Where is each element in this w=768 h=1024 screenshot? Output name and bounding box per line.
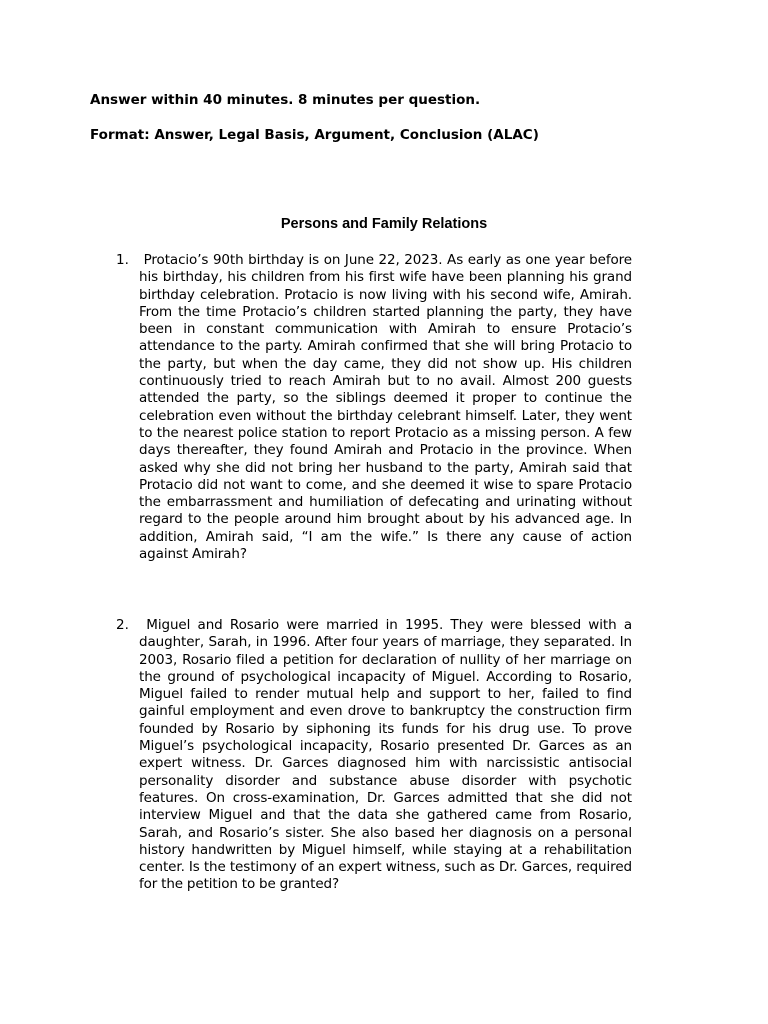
instruction-answer-format: Format: Answer, Legal Basis, Argument, Conclusion (ALAC) [90, 127, 539, 143]
question-number: 2. [116, 617, 129, 633]
question-text: Miguel and Rosario were married in 1995. They were blessed with a daughter, Sarah, in 1996. After four years of marriage, they separated. In 2003, Rosario filed a petition for declaration of nullity of her marriage on the ground of psychological incapacity of Miguel. According to Rosario, Miguel failed to render mutual help and support to her, failed to find gainful employment and even drove to bankruptcy the construction firm founded by Rosario by siphoning its funds for his drug use. To prove Miguel’s psychological incapacity, Rosario presented Dr. Garces as an expert witness. Dr. Garces diagnosed him with narcissistic antisocial personality disorder and substance abuse disorder with psychotic features. On cross-examination, Dr. Garces admitted that she did not interview Miguel and that the data she gathered came from Rosario, Sarah, and Rosario’s sister. She also based her diagnosis on a personal history handwritten by Miguel himself, while staying at a rehabilitation center. Is the testimony of an expert witness, such as Dr. Garces, required for the petition to be granted? [139, 617, 632, 893]
question-number: 1. [116, 252, 129, 268]
section-title: Persons and Family Relations [280, 216, 488, 232]
question-text: Protacio’s 90th birthday is on June 22, 2023. As early as one year before his birthday, his children from his first wife have been planning his grand birthday celebration. Protacio is now living with his second wife, Amirah. From the time Protacio’s children started planning the party, they have been in constant communication with Amirah to ensure Protacio’s attendance to the party. Amirah confirmed that she will bring Protacio to the party, but when the day came, they did not show up. His children continuously tried to reach Amirah but to no avail. Almost 200 guests attended the party, so the siblings deemed it proper to continue the celebration even without the birthday celebrant himself. Later, they went to the nearest police station to report Protacio as a missing person. A few days thereafter, they found Amirah and Protacio in the province. When asked why she did not bring her husband to the party, Amirah said that Protacio did not want to come, and she deemed it wise to spare Protacio the embarrassment and humiliation of defecating and urinating without regard to the people around him brought about by his advanced age. In addition, Amirah said, “I am the wife.” Is there any cause of action against Amirah? [139, 252, 632, 563]
instruction-time-limit: Answer within 40 minutes. 8 minutes per question. [90, 92, 481, 108]
